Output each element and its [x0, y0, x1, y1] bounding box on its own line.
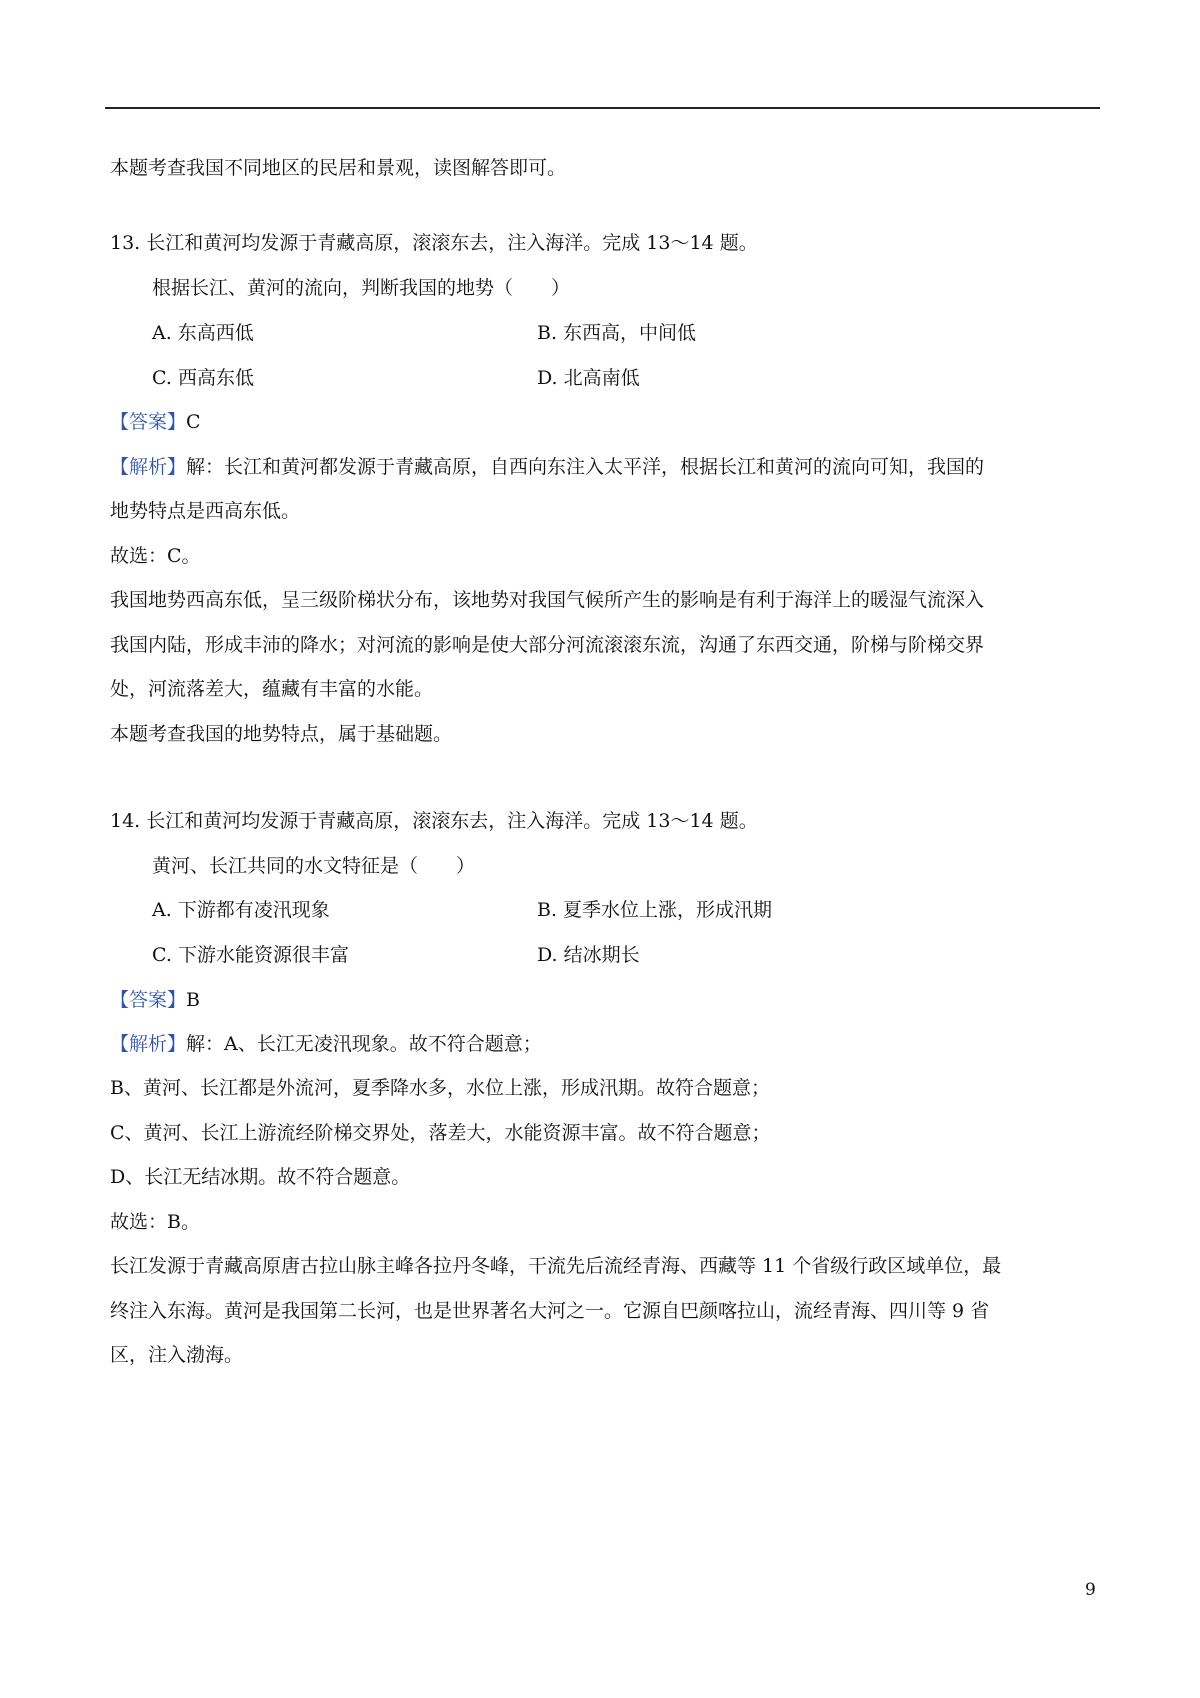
q14-analysis-line: 区，注入渤海。 [110, 1344, 244, 1366]
intro-text: 本题考查我国不同地区的民居和景观，读图解答即可。 [110, 157, 567, 179]
q14-option-b: B. 夏季水位上涨，形成汛期 [537, 899, 773, 921]
q14-analysis-text: 解：A、长江无凌汛现象。故不符合题意； [186, 1033, 542, 1055]
q14-analysis-line: C、黄河、长江上游流经阶梯交界处，落差大，水能资源丰富。故不符合题意； [110, 1122, 771, 1144]
q14-answer-value: B [186, 989, 200, 1011]
q13-analysis-text: 解：长江和黄河都发源于青藏高原，自西向东注入太平洋，根据长江和黄河的流向可知，我国的 [186, 456, 985, 478]
q13-option-d: D. 北高南低 [537, 367, 640, 389]
header-rule [105, 107, 1100, 109]
q13-answer [110, 410, 201, 434]
q14-option-a: A. 下游都有凌汛现象 [152, 899, 330, 921]
q14-analysis-line [110, 1032, 542, 1056]
q14-analysis-line: D、长江无结冰期。故不符合题意。 [110, 1166, 411, 1188]
q14-option-d: D. 结冰期长 [537, 944, 640, 966]
q13-analysis-tag: 【解析】 [110, 456, 187, 478]
q13-analysis-line [110, 455, 984, 479]
page-number: 9 [1085, 1580, 1096, 1600]
q14-analysis-tag: 【解析】 [110, 1033, 187, 1055]
q13-stem: 13. 长江和黄河均发源于青藏高原，滚滚东去，注入海洋。完成 13～14 题。 [110, 232, 758, 254]
q14-analysis-line: 故选：B。 [110, 1211, 200, 1233]
q14-stem: 14. 长江和黄河均发源于青藏高原，滚滚东去，注入海洋。完成 13～14 题。 [110, 810, 758, 832]
q13-analysis-line: 我国内陆，形成丰沛的降水；对河流的影响是使大部分河流滚滚东流，沟通了东西交通，阶梯与阶梯交界 [110, 634, 985, 656]
q14-analysis-line: 终注入东海。黄河是我国第二长河，也是世界著名大河之一。它源自巴颜喀拉山，流经青海、四川等 9 省 [110, 1300, 990, 1322]
q14-analysis-line: B、黄河、长江都是外流河，夏季降水多，水位上涨，形成汛期。故符合题意； [110, 1077, 770, 1099]
q13-answer-tag: 【答案】 [110, 411, 187, 433]
q14-answer-tag: 【答案】 [110, 989, 187, 1011]
q14-analysis-line: 长江发源于青藏高原唐古拉山脉主峰各拉丹冬峰，干流先后流经青海、西藏等 11 个省级行政区域单位，最 [110, 1255, 1002, 1277]
q13-answer-value: C [186, 411, 201, 433]
q13-option-b: B. 东西高，中间低 [537, 322, 697, 344]
q13-question: 根据长江、黄河的流向，判断我国的地势（ ） [152, 277, 571, 299]
q13-analysis-line: 地势特点是西高东低。 [110, 500, 301, 522]
q13-analysis-line: 本题考查我国的地势特点，属于基础题。 [110, 723, 453, 745]
q14-option-c: C. 下游水能资源很丰富 [152, 944, 349, 966]
q13-option-c: C. 西高东低 [152, 367, 254, 389]
q13-analysis-line: 故选：C。 [110, 545, 201, 567]
q13-option-a: A. 东高西低 [152, 322, 254, 344]
q14-question: 黄河、长江共同的水文特征是（ ） [152, 855, 476, 877]
q14-answer [110, 988, 200, 1012]
q13-analysis-line: 我国地势西高东低，呈三级阶梯状分布，该地势对我国气候所产生的影响是有利于海洋上的暖湿气流深入 [110, 589, 985, 611]
q13-analysis-line: 处，河流落差大，蕴藏有丰富的水能。 [110, 678, 434, 700]
